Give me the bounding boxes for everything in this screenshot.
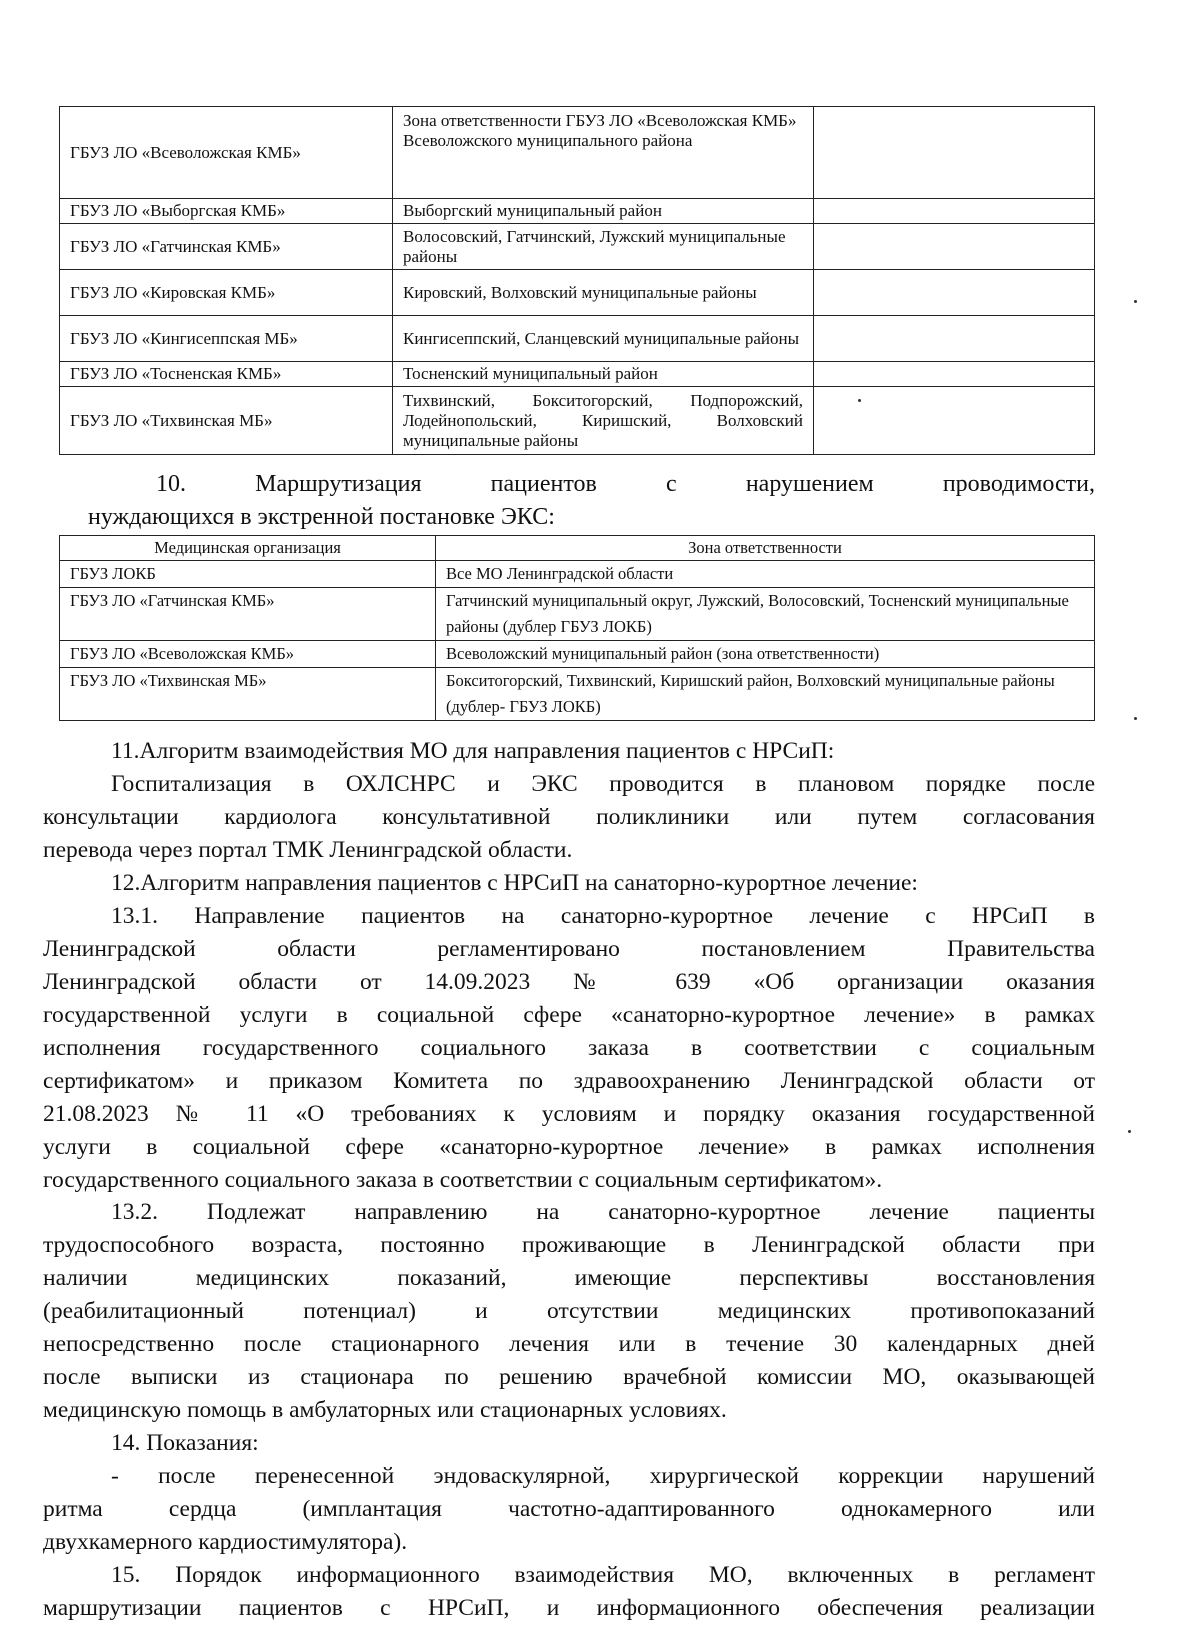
table-row	[60, 641, 1095, 668]
table-cell-org: ГБУЗ ЛО «Гатчинская КМБ»	[60, 588, 436, 641]
text-line: 21.08.2023 № 11 «О требованиях к условиям и порядку оказания государственной	[43, 1101, 1095, 1127]
table-cell-org: ГБУЗ ЛОКБ	[60, 561, 436, 588]
scan-speck	[1134, 300, 1137, 303]
table-cell-note	[814, 362, 1095, 387]
text-line: 13.2. Подлежат направлению на санаторно-курортное лечение пациенты	[111, 1199, 1095, 1225]
table-cell-note	[814, 107, 1095, 199]
table-cell-note	[814, 224, 1095, 270]
text-line: перевода через портал ТМК Ленинградской области.	[43, 837, 573, 863]
section-15	[43, 1559, 1095, 1625]
text-line: услуги в социальной сфере «санаторно-курортное лечение» в рамках исполнения	[43, 1134, 1095, 1160]
text-line: двухкамерного кардиостимулятора).	[43, 1529, 408, 1555]
section-12-title: 12.Алгоритм направления пациентов с НРСиП на санаторно-курортное лечение:	[111, 870, 918, 896]
text-line: государственной услуги в социальной сфере «санаторно-курортное лечение» в рамках	[43, 1002, 1095, 1028]
table-cell-zone: Тихвинский, Бокситогорский, Подпорожский, Лодейнопольский, Киришский, Волховский муниципальные районы	[393, 387, 814, 455]
routing-table-zones	[59, 106, 1095, 455]
text-line: медицинскую помощь в амбулаторных или стационарных условиях.	[43, 1397, 727, 1423]
section-10-line-2: нуждающихся в экстренной постановке ЭКС:	[88, 504, 555, 530]
table-row	[60, 668, 1095, 721]
text-line: - после перенесенной эндоваскулярной, хирургической коррекции нарушений	[111, 1463, 1095, 1489]
table-cell-note	[814, 387, 1095, 455]
table-row	[60, 561, 1095, 588]
table-cell-org: ГБУЗ ЛО «Всеволожская КМБ»	[60, 641, 436, 668]
table-cell-org: ГБУЗ ЛО «Выборгская КМБ»	[60, 199, 393, 224]
table-cell-org: ГБУЗ ЛО «Кингисеппская МБ»	[60, 316, 393, 362]
text-line: исполнения государственного социального заказа в соответствии с социальным	[43, 1035, 1095, 1061]
section-10-line-1	[88, 468, 1095, 501]
table-cell-org: ГБУЗ ЛО «Тихвинская МБ»	[60, 668, 436, 721]
table-cell-org: ГБУЗ ЛО «Тосненская КМБ»	[60, 362, 393, 387]
table-cell-zone: Кингисеппский, Сланцевский муниципальные районы	[393, 316, 814, 362]
table-header-row	[60, 536, 1095, 561]
table-row	[60, 362, 1095, 387]
section-11	[43, 735, 1095, 900]
section-13-2	[43, 1196, 1095, 1427]
table-cell-zone: Выборгский муниципальный район	[393, 199, 814, 224]
column-header: Медицинская организация	[60, 536, 436, 561]
text-line: государственного социального заказа в соответствии с социальным сертификатом».	[43, 1167, 883, 1193]
table-cell-org: ГБУЗ ЛО «Кировская КМБ»	[60, 270, 393, 316]
section-14-title: 14. Показания:	[111, 1430, 259, 1456]
table-row	[60, 387, 1095, 455]
section-10-heading	[88, 468, 1095, 534]
section-11-title: 11.Алгоритм взаимодействия МО для направления пациентов с НРСиП:	[111, 738, 835, 764]
heading-word: нарушением	[745, 471, 874, 497]
text-line: консультации кардиолога консультативной поликлиники или путем согласования	[43, 804, 1095, 830]
scan-speck	[1128, 1130, 1131, 1133]
scan-speck	[1134, 717, 1137, 720]
table-row	[60, 107, 1095, 199]
text-line: после выписки из стационара по решению врачебной комиссии МО, оказывающей	[43, 1364, 1095, 1390]
table-row	[60, 588, 1095, 641]
section-number: 10.	[156, 471, 186, 497]
table-row	[60, 224, 1095, 270]
scan-speck	[858, 399, 861, 402]
section-14	[43, 1427, 1095, 1559]
table-cell-note	[814, 316, 1095, 362]
heading-word: Маршрутизация	[255, 471, 422, 497]
text-line: Госпитализация в ОХЛСНРС и ЭКС проводится в плановом порядке после	[111, 771, 1095, 797]
heading-word: проводимости,	[942, 471, 1095, 497]
table-cell-zone: Всеволожский муниципальный район (зона ответственности)	[436, 641, 1095, 668]
routing-table-eks	[59, 535, 1095, 721]
text-line: сертификатом» и приказом Комитета по здравоохранению Ленинградской области от	[43, 1068, 1095, 1094]
table-cell-zone: Все МО Ленинградской области	[436, 561, 1095, 588]
table-cell-note	[814, 199, 1095, 224]
table-cell-org: ГБУЗ ЛО «Тихвинская МБ»	[60, 387, 393, 455]
table-cell-org: ГБУЗ ЛО «Гатчинская КМБ»	[60, 224, 393, 270]
table-row	[60, 270, 1095, 316]
text-line: маршрутизации пациентов с НРСиП, и информационного обеспечения реализации	[43, 1595, 1095, 1621]
heading-word: пациентов	[490, 471, 597, 497]
table-cell-zone: Гатчинский муниципальный округ, Лужский, Волосовский, Тосненский муниципальные районы (дублер ГБУЗ ЛОКБ)	[436, 588, 1095, 641]
table-cell-org: ГБУЗ ЛО «Всеволожская КМБ»	[60, 107, 393, 199]
text-line: наличии медицинских показаний, имеющие перспективы восстановления	[43, 1265, 1095, 1291]
table-cell-note	[814, 270, 1095, 316]
text-line: непосредственно после стационарного лечения или в течение 30 календарных дней	[43, 1331, 1095, 1357]
table-row	[60, 316, 1095, 362]
table-cell-zone: Бокситогорский, Тихвинский, Киришский район, Волховский муниципальные районы (дублер- ГБУЗ ЛОКБ)	[436, 668, 1095, 721]
section-13-1	[43, 900, 1095, 1197]
table-cell-zone: Зона ответственности ГБУЗ ЛО «Всеволожская КМБ» Всеволожского муниципального района	[393, 107, 814, 199]
text-line: Ленинградской области от 14.09.2023 № 639 «Об организации оказания	[43, 969, 1095, 995]
text-line: 13.1. Направление пациентов на санаторно-курортное лечение с НРСиП в	[111, 903, 1095, 929]
table-cell-zone: Тосненский муниципальный район	[393, 362, 814, 387]
text-line: ритма сердца (имплантация частотно-адаптированного однокамерного или	[43, 1496, 1095, 1522]
text-line: трудоспособного возраста, постоянно проживающие в Ленинградской области при	[43, 1232, 1095, 1258]
table-cell-zone: Кировский, Волховский муниципальные районы	[393, 270, 814, 316]
table-row	[60, 199, 1095, 224]
column-header: Зона ответственности	[436, 536, 1095, 561]
text-line: 15. Порядок информационного взаимодействия МО, включенных в регламент	[111, 1562, 1095, 1588]
table-cell-zone: Волосовский, Гатчинский, Лужский муниципальные районы	[393, 224, 814, 270]
text-line: Ленинградской области регламентировано постановлением Правительства	[43, 936, 1095, 962]
text-line: (реабилитационный потенциал) и отсутствии медицинских противопоказаний	[43, 1298, 1095, 1324]
heading-word: с	[666, 471, 677, 497]
